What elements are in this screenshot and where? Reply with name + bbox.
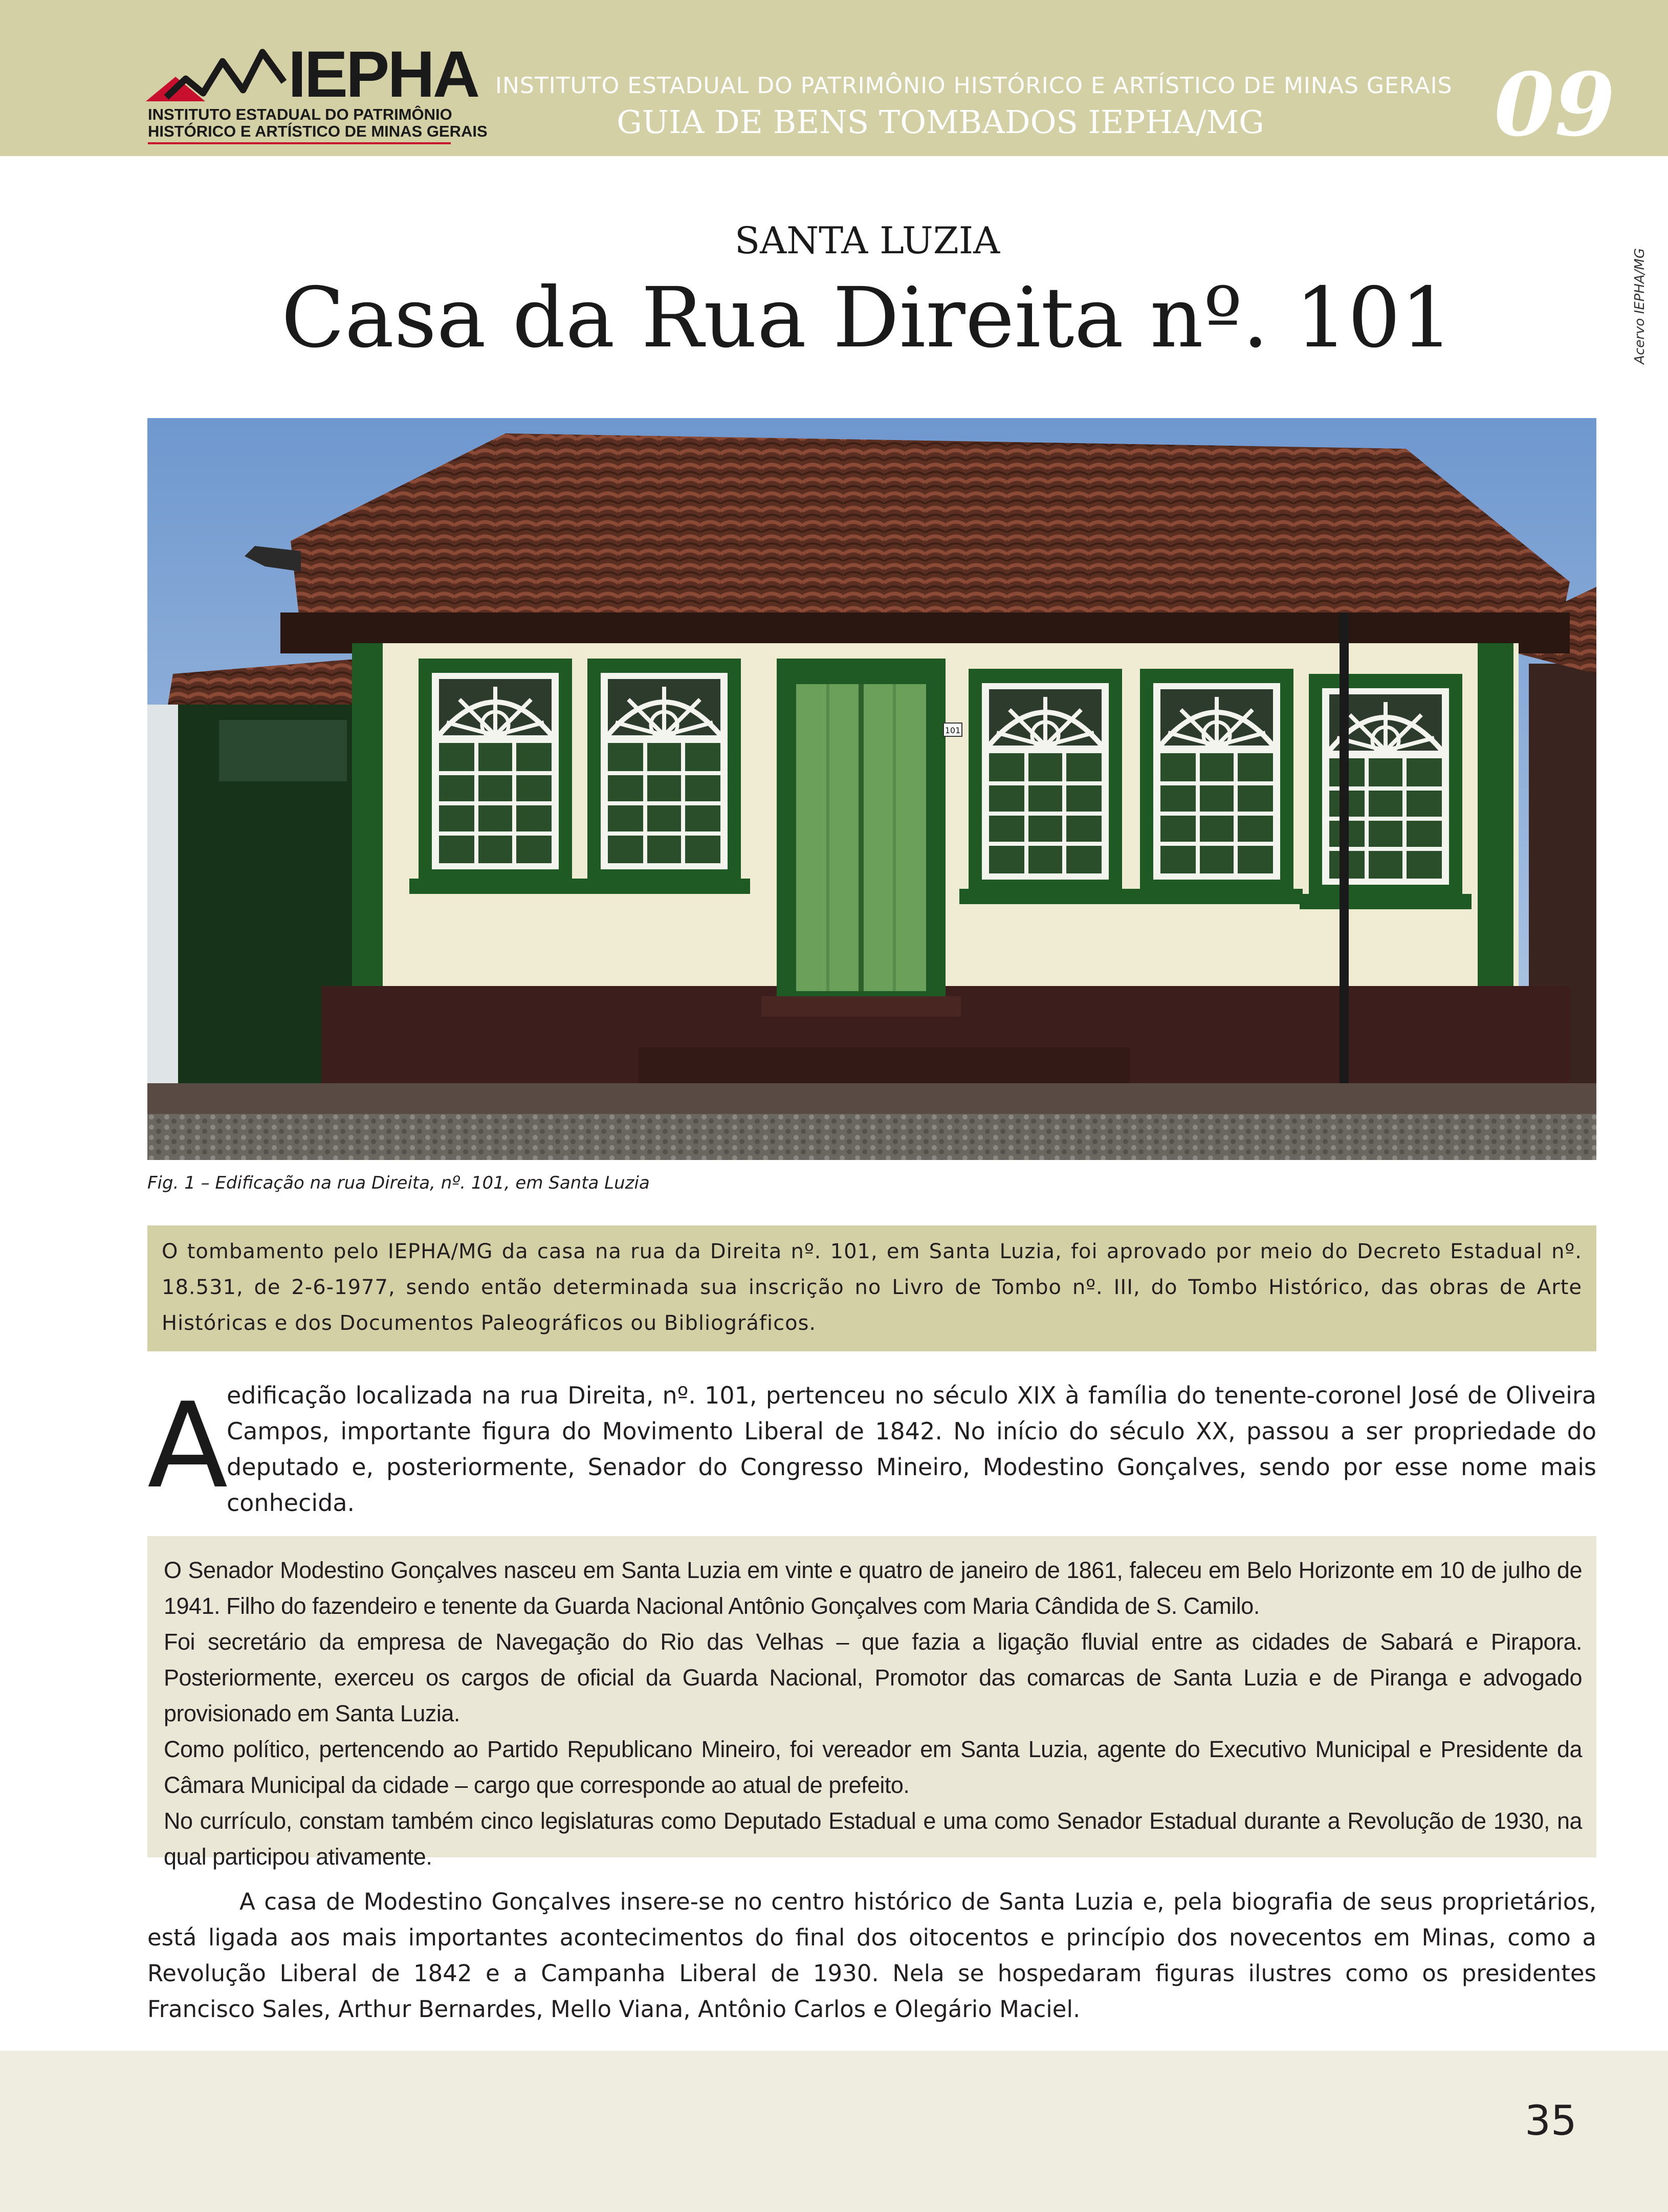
logo-subtitle-line1: INSTITUTO ESTADUAL DO PATRIMÔNIO <box>148 105 452 123</box>
lead-text: edificação localizada na rua Direita, nº. 101, pertenceu no século XIX à família do tenente-coronel José de Oliveira Campos, importante figura do Movimento Liberal de 1842. No início do século XX, passou a ser propriedade do deputado e, posteriormente, Senador do Congresso Mineiro, Modestino Gonçalves, sendo por esse nome mais conhecida. <box>227 1382 1596 1517</box>
lead-paragraph <box>147 1377 1596 1517</box>
logo-wordmark: IEPHA <box>288 38 478 111</box>
institute-name: INSTITUTO ESTADUAL DO PATRIMÔNIO HISTÓRICO E ARTÍSTICO DE MINAS GERAIS <box>495 73 1453 99</box>
house-illustration <box>147 418 1596 1160</box>
page-title: Casa da Rua Direita nº. 101 <box>281 270 1454 366</box>
listing-summary-box: O tombamento pelo IEPHA/MG da casa na rua da Direita nº. 101, em Santa Luzia, foi aprovado por meio do Decreto Estadual nº. 18.531, de 2-6-1977, sendo então determinada sua inscrição no Livro de Tombo nº. III, do Tombo Histórico, das obras de Arte Históricas e dos Documentos Paleográficos ou Bibliográficos. <box>147 1225 1596 1351</box>
city-name: SANTA LUZIA <box>734 219 1000 262</box>
drop-cap: A <box>147 1378 228 1515</box>
photo-caption: Fig. 1 – Edificação na rua Direita, nº. 101, em Santa Luzia <box>147 1173 650 1193</box>
bio-paragraph: Foi secretário da empresa de Navegação do Rio das Velhas – que fazia a ligação fluvial entre as cidades de Sabará e Pirapora. Posteriormente, exerceu os cargos de oficial da Guarda Nacional, Promotor das comarcas de Santa Luzia e de Piranga e advogado provisionado em Santa Luzia. <box>164 1629 1582 1726</box>
photo-credit: Acervo IEPHA/MG <box>1632 248 1648 364</box>
guide-title: GUIA DE BENS TOMBADOS IEPHA/MG <box>617 103 1264 141</box>
house-photo <box>147 418 1596 1160</box>
body-paragraph: A casa de Modestino Gonçalves insere-se no centro histórico de Santa Luzia e, pela biografia de seus proprietários, está ligada aos mais importantes acontecimentos do final dos oitocentos e princípio dos novecentos em Minas, como a Revolução Liberal de 1842 e a Campanha Liberal de 1930. Nela se hospedaram figuras ilustres como os presidentes Francisco Sales, Arthur Bernardes, Mello Viana, Antônio Carlos e Olegário Maciel. <box>147 1888 1596 2023</box>
bio-paragraph: Como político, pertencendo ao Partido Republicano Mineiro, foi vereador em Santa Luzia, agente do Executivo Municipal e Presidente da Câmara Municipal da cidade – cargo que corresponde ao atual de prefeito. <box>164 1736 1582 1798</box>
footer-band <box>0 2051 1668 2212</box>
page-number: 35 <box>1525 2097 1577 2144</box>
biography-box <box>147 1536 1596 1870</box>
bio-paragraph: No currículo, constam também cinco legislaturas como Deputado Estadual e uma como Senador Estadual durante a Revolução de 1930, na qual participou ativamente. <box>164 1808 1582 1870</box>
house-number-plate: 101 <box>945 726 961 735</box>
mountain-logo-icon <box>146 46 294 102</box>
chapter-number: 09 <box>1494 54 1615 156</box>
logo-subtitle-line2: HISTÓRICO E ARTÍSTICO DE MINAS GERAIS <box>148 122 488 140</box>
header-band <box>0 0 1668 156</box>
iepha-logo <box>146 38 488 148</box>
logo-red-rule <box>148 142 451 144</box>
bio-paragraph: O Senador Modestino Gonçalves nasceu em Santa Luzia em vinte e quatro de janeiro de 1861, faleceu em Belo Horizonte em 10 de julho de 1941. Filho do fazendeiro e tenente da Guarda Nacional Antônio Gonçalves com Maria Cândida de S. Camilo. <box>164 1557 1582 1619</box>
